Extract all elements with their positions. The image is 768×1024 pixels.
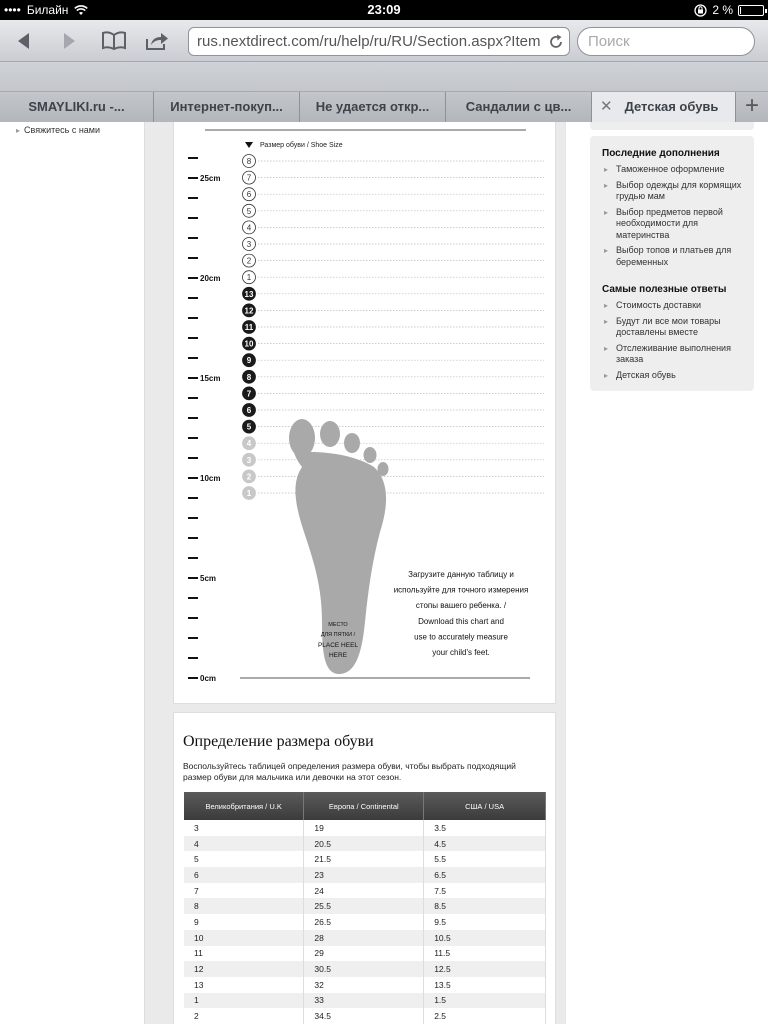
- table-row: [184, 977, 546, 993]
- table-cell: 34.5: [304, 1008, 424, 1024]
- table-cell: 6.5: [424, 867, 546, 883]
- table-cell: 21.5: [304, 851, 424, 867]
- table-row: [184, 930, 546, 946]
- table-cell: 20.5: [304, 836, 424, 852]
- table-cell: 4: [184, 836, 304, 852]
- table-row: [184, 1008, 546, 1024]
- heel-placement-text: HERE: [328, 652, 348, 659]
- size-guide-card: [173, 712, 556, 1024]
- table-cell: 7: [184, 883, 304, 899]
- size-marker-label: 1: [246, 489, 252, 498]
- table-cell: 23: [304, 867, 424, 883]
- size-marker-label: 10: [244, 339, 254, 349]
- chart-instruction-line: Загрузите данную таблицу и: [408, 570, 514, 579]
- tab-bar: [0, 92, 768, 122]
- tab-smayliki[interactable]: [0, 92, 154, 122]
- table-cell: 30.5: [304, 961, 424, 977]
- size-marker-label: 12: [244, 306, 254, 316]
- useful-answers-heading: Самые полезные ответы: [602, 284, 727, 295]
- chart-header: Размер обуви / Shoe Size: [260, 142, 343, 149]
- foot-toe: [364, 447, 377, 463]
- sidebar-link[interactable]: ▸ Выбор топов и платьев для беременных: [602, 245, 750, 268]
- column-header-us: США / USA: [424, 792, 546, 820]
- tab-kids-shoes[interactable]: [592, 92, 736, 122]
- reload-icon: [548, 34, 564, 50]
- battery-icon: [738, 5, 764, 16]
- table-cell: 12.5: [424, 961, 546, 977]
- useful-answers-list: [602, 300, 750, 385]
- bookmarks-button[interactable]: [100, 28, 128, 54]
- heel-placement-text: PLACE HEEL: [317, 642, 359, 649]
- size-marker-label: 7: [246, 173, 252, 183]
- heel-placement-text: ДЛЯ ПЯТКИ /: [320, 632, 356, 638]
- sidebar-top-box: [590, 122, 754, 130]
- battery-percent: 2 %: [712, 3, 733, 17]
- table-cell: 4.5: [424, 836, 546, 852]
- bookmarks-bar: [0, 62, 768, 92]
- table-cell: 3: [184, 820, 304, 836]
- back-button[interactable]: [10, 28, 38, 54]
- table-row: [184, 961, 546, 977]
- ruler-label: 15cm: [200, 374, 221, 383]
- column-header-uk: Великобритания / U.K: [184, 792, 304, 820]
- column-header-eu: Европа / Continental: [304, 792, 424, 820]
- tab-internet-shop[interactable]: [154, 92, 300, 122]
- table-cell: 5: [184, 851, 304, 867]
- size-marker-label: 4: [246, 439, 252, 449]
- ruler-label: 5cm: [200, 574, 217, 583]
- web-page: [0, 122, 768, 1024]
- table-cell: 24: [304, 883, 424, 899]
- section-intro: Воспользуйтесь таблицей определения размера обуви, чтобы выбрать подходящий размер обуви для мальчика или девочки на этот сезон.: [183, 761, 516, 782]
- reload-button[interactable]: [546, 32, 566, 52]
- sidebar-link[interactable]: ▸ Детская обувь: [602, 370, 750, 382]
- left-navigation: [0, 122, 145, 1024]
- sidebar-link[interactable]: ▸ Стоимость доставки: [602, 300, 750, 312]
- ruler-label: 10cm: [200, 474, 221, 483]
- ruler-label: 25cm: [200, 174, 221, 183]
- table-cell: 25.5: [304, 898, 424, 914]
- table-cell: 32: [304, 977, 424, 993]
- sidebar-link[interactable]: ▸ Выбор одежды для кормящих грудью мам: [602, 180, 750, 203]
- table-cell: 29: [304, 946, 424, 962]
- table-row: [184, 867, 546, 883]
- share-button[interactable]: [143, 28, 171, 54]
- table-row: [184, 851, 546, 867]
- table-cell: 2.5: [424, 1008, 546, 1024]
- size-marker-label: 6: [246, 406, 252, 415]
- chart-instruction-line: стопы вашего ребенка. /: [415, 601, 507, 611]
- heel-placement-text: МЕСТО: [328, 622, 348, 628]
- table-cell: 5.5: [424, 851, 546, 867]
- tab-cannot-open[interactable]: [300, 92, 446, 122]
- size-marker-label: 3: [246, 455, 252, 465]
- size-marker-label: 4: [246, 223, 252, 233]
- table-cell: 26.5: [304, 914, 424, 930]
- table-row: [184, 898, 546, 914]
- section-title: Определение размера обуви: [183, 733, 374, 750]
- size-marker-label: 13: [244, 289, 254, 299]
- new-tab-button[interactable]: [736, 92, 768, 122]
- tab-close-icon[interactable]: ✕: [600, 98, 613, 115]
- share-icon: [144, 31, 170, 51]
- sidebar-link[interactable]: ▸ Будут ли все мои товары доставлены вместе: [602, 316, 750, 339]
- table-cell: 8: [184, 898, 304, 914]
- shoe-size-chart: [174, 122, 557, 704]
- table-row: [184, 914, 546, 930]
- size-marker-label: 2: [246, 472, 252, 482]
- tab-label: SMAYLIKI.ru -...: [28, 99, 125, 114]
- size-marker-label: 6: [246, 190, 252, 200]
- signal-dots: ••••: [4, 3, 21, 17]
- table-cell: 12: [184, 961, 304, 977]
- down-triangle-icon: [245, 142, 253, 148]
- size-marker-label: 7: [246, 389, 252, 399]
- size-marker-label: 11: [244, 323, 254, 332]
- chart-instruction-line: используйте для точного измерения: [393, 585, 529, 595]
- table-row: [184, 946, 546, 962]
- foot-toe: [289, 419, 315, 457]
- size-marker-label: 8: [246, 372, 252, 382]
- chart-instruction-line: Download this chart and: [418, 616, 504, 626]
- table-row: [184, 820, 546, 836]
- table-cell: 1.5: [424, 993, 546, 1009]
- table-cell: 6: [184, 867, 304, 883]
- recent-additions-list: [602, 164, 750, 272]
- back-arrow-icon: [14, 31, 34, 51]
- tab-label: Интернет-покуп...: [170, 99, 283, 114]
- browser-toolbar: [0, 20, 768, 62]
- table-cell: 9.5: [424, 914, 546, 930]
- sidebar-link[interactable]: ▸ Отслеживание выполнения заказа: [602, 343, 750, 366]
- forward-button[interactable]: [55, 28, 83, 54]
- size-marker-label: 8: [246, 157, 252, 166]
- rotation-lock-icon: [694, 4, 707, 17]
- ruler-label: 20cm: [200, 274, 221, 283]
- foot-toe: [344, 433, 360, 453]
- sidebar-box: [590, 136, 754, 391]
- carrier-name: Билайн: [26, 3, 69, 17]
- recent-additions-heading: Последние дополнения: [602, 148, 720, 159]
- size-marker-label: 5: [246, 422, 252, 432]
- table-cell: 10.5: [424, 930, 546, 946]
- size-conversion-table: [184, 792, 546, 1024]
- table-cell: 3.5: [424, 820, 546, 836]
- size-marker-label: 2: [246, 256, 252, 266]
- table-header-row: [184, 792, 546, 820]
- bookmarks-book-icon: [101, 31, 127, 51]
- chart-instruction-line: use to accurately measure: [414, 632, 508, 642]
- table-cell: 11.5: [424, 946, 546, 962]
- status-time: 23:09: [367, 2, 401, 17]
- tab-label: Не удается откр...: [315, 99, 430, 114]
- table-cell: 1: [184, 993, 304, 1009]
- sidebar-link[interactable]: ▸ Таможенное оформление: [602, 164, 750, 176]
- forward-arrow-icon: [59, 31, 79, 51]
- battery-fill: [740, 7, 741, 14]
- table-body: [184, 820, 546, 1024]
- tab-label: Сандалии с цв...: [465, 99, 572, 114]
- table-cell: 7.5: [424, 883, 546, 899]
- table-cell: 28: [304, 930, 424, 946]
- table-row: [184, 836, 546, 852]
- size-marker-label: 9: [246, 356, 252, 366]
- size-marker-label: 5: [246, 206, 252, 216]
- table-cell: 11: [184, 946, 304, 962]
- table-cell: 9: [184, 914, 304, 930]
- table-cell: 13: [184, 977, 304, 993]
- table-cell: 10: [184, 930, 304, 946]
- table-row: [184, 883, 546, 899]
- size-marker-label: 1: [246, 273, 252, 283]
- main-content: [145, 122, 565, 1024]
- foot-silhouette: [293, 444, 386, 674]
- table-cell: 19: [304, 820, 424, 836]
- plus-icon: +: [744, 92, 759, 119]
- foot-toe: [320, 421, 340, 447]
- table-cell: 8.5: [424, 898, 546, 914]
- right-sidebar: [565, 122, 768, 1024]
- address-bar[interactable]: rus.nextdirect.com/ru/help/ru/RU/Section.aspx?Item: [188, 27, 570, 56]
- tab-label: Детская обувь: [624, 99, 719, 114]
- ruler-label: 0cm: [200, 674, 217, 683]
- table-cell: 2: [184, 1008, 304, 1024]
- table-cell: 13.5: [424, 977, 546, 993]
- search-input[interactable]: Поиск: [577, 27, 755, 56]
- tab-sandals[interactable]: [446, 92, 592, 122]
- nav-contact-us[interactable]: ▸ Свяжитесь с нами: [16, 125, 100, 135]
- table-row: [184, 993, 546, 1009]
- size-marker-label: 3: [246, 240, 252, 249]
- sidebar-link[interactable]: ▸ Выбор предметов первой необходимости для материнства: [602, 207, 750, 242]
- shoe-size-chart-card: [173, 122, 556, 704]
- status-bar: [0, 0, 768, 20]
- chart-instruction-line: your child's feet.: [432, 648, 490, 657]
- table-cell: 33: [304, 993, 424, 1009]
- foot-toe: [378, 462, 389, 476]
